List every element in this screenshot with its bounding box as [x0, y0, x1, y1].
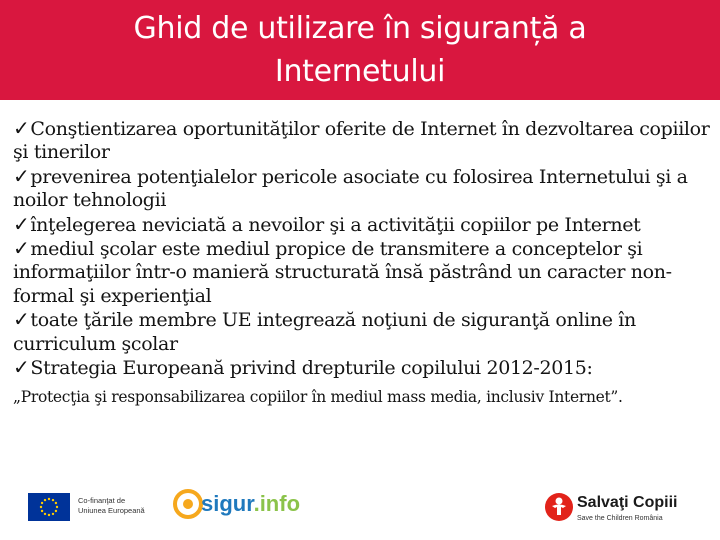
bullet-text: prevenirea potenţialelor pericole asociate cu folosirea Internetului şi a noilor tehnologii	[13, 165, 688, 212]
salvati-copiii-name: Salvaţi Copiii	[577, 494, 678, 511]
slide-title	[134, 7, 587, 93]
title-banner	[0, 0, 720, 100]
sigur-name: sigur	[201, 491, 254, 516]
at-sign-icon	[173, 489, 203, 519]
bullet-text: Strategia Europeană privind drepturile copilului 2012-2015:	[30, 357, 593, 380]
bullet-text: înţelegerea neviciată a nevoilor şi a activităţii copiilor pe Internet	[30, 213, 641, 236]
slide-title-line-2: Internetului	[274, 54, 446, 89]
strategy-quote: „Protecţia şi responsabilizarea copiilor în mediul mass media, inclusiv Internet”.	[13, 388, 623, 407]
checkmark-icon: ✓	[13, 307, 30, 332]
bullet-item	[13, 308, 715, 356]
bullet-item	[13, 213, 715, 237]
bullet-item	[13, 237, 715, 308]
eu-cofinance-text	[78, 496, 168, 516]
sigur-suffix: .info	[253, 491, 301, 516]
checkmark-icon: ✓	[13, 163, 30, 188]
eu-flag-icon	[28, 493, 70, 521]
slide-title-line-1: Ghid de utilizare în siguranță a	[133, 11, 587, 46]
bullet-item	[13, 356, 715, 380]
checkmark-icon: ✓	[13, 355, 30, 380]
bullet-text: mediul şcolar este mediul propice de transmitere a conceptelor şi informaţiilor într-o manieră structurată însă păstrând un caracter non-formal şi experienţial	[13, 238, 672, 307]
bullet-list	[13, 117, 715, 423]
partner-logos	[0, 475, 720, 540]
sigur-info-wordmark	[201, 491, 300, 517]
eu-text-line-2: Uniunea Europeană	[78, 506, 145, 515]
checkmark-icon: ✓	[13, 116, 30, 140]
checkmark-icon: ✓	[13, 211, 30, 236]
bullet-text: Conştientizarea oportunităţilor oferite de Internet în dezvoltarea copiilor şi tinerilor	[13, 118, 710, 164]
bullet-item	[13, 165, 715, 213]
eu-text-line-1: Co-finanţat de	[78, 496, 126, 505]
bullet-item	[13, 117, 715, 165]
bullet-text: toate ţările membre UE integrează noţiuni de siguranţă online în curriculum şcolar	[13, 309, 636, 355]
salvati-copiii-tagline: Save the Children România	[577, 515, 663, 522]
checkmark-icon: ✓	[13, 236, 30, 261]
child-emblem-icon	[544, 492, 574, 522]
